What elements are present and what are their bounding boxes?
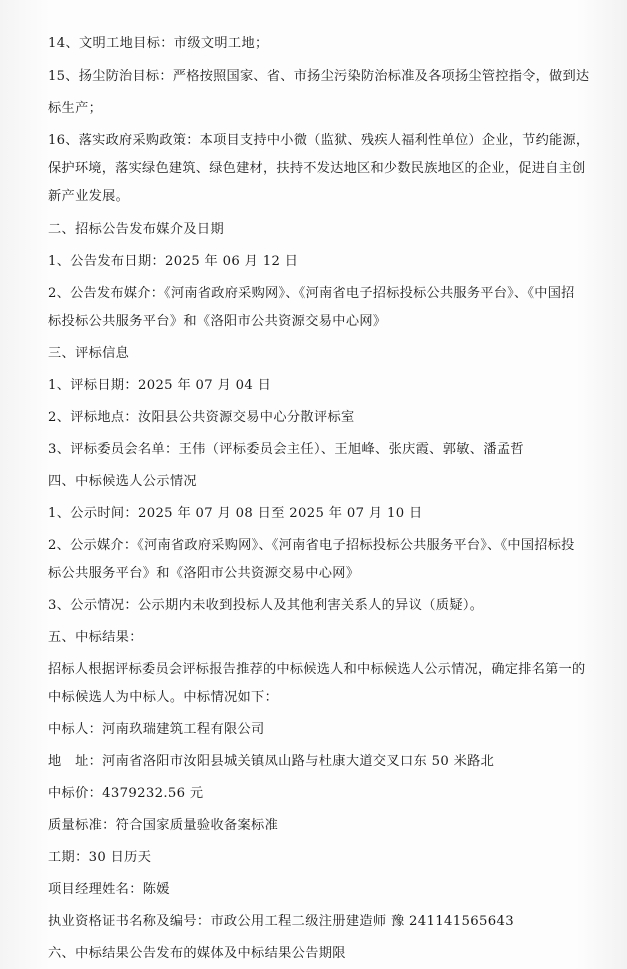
item-16-procurement-policy: 16、落实政府采购政策：本项目支持中小微（监狱、残疾人福利性单位）企业，节约能源， <box>48 133 590 148</box>
item-15-dust-control-cont: 标生产； <box>48 101 103 116</box>
evaluation-committee: 3、评标委员会名单：王伟（评标委员会主任）、王旭峰、张庆霞、郭敏、潘孟哲 <box>48 442 524 457</box>
section-2-heading: 二、招标公告发布媒介及日期 <box>48 222 224 237</box>
publicity-media: 2、公示媒介：《河南省政府采购网》、《河南省电子招标投标公共服务平台》、《中国招标投 <box>48 538 575 553</box>
evaluation-date: 1、评标日期：2025 年 07 月 04 日 <box>48 378 272 393</box>
quality-standard: 质量标准：符合国家质量验收备案标准 <box>48 818 279 833</box>
publicity-status: 3、公示情况：公示期内未收到投标人及其他利害关系人的异议（质疑）。 <box>48 598 484 613</box>
result-intro-cont: 中标候选人为中标人。中标情况如下： <box>48 690 279 705</box>
project-manager: 项目经理姓名：陈媛 <box>48 882 170 897</box>
section-4-heading: 四、中标候选人公示情况 <box>48 474 197 489</box>
publicity-period: 1、公示时间：2025 年 07 月 08 日至 2025 年 07 月 10 日 <box>48 506 423 521</box>
section-3-heading: 三、评标信息 <box>48 346 130 361</box>
item-16-procurement-policy-cont: 保护环境，落实绿色建筑、绿色建材，扶持不发达地区和少数民族地区的企业，促进自主创 <box>48 161 586 176</box>
construction-period: 工期：30 日历天 <box>48 850 152 865</box>
publicity-media-cont: 标公共服务平台》和《洛阳市公共资源交易中心网》 <box>48 566 360 581</box>
winning-price: 中标价：4379232.56 元 <box>48 786 204 801</box>
item-15-dust-control: 15、扬尘防治目标：严格按照国家、省、市扬尘污染防治标准及各项扬尘管控指令，做到达 <box>48 69 590 84</box>
section-6-heading: 六、中标结果公告发布的媒体及中标结果公告期限 <box>48 946 346 961</box>
section-5-heading: 五、中标结果： <box>48 630 143 645</box>
result-intro: 招标人根据评标委员会评标报告推荐的中标候选人和中标候选人公示情况，确定排名第一的 <box>48 662 586 677</box>
announce-media-cont: 标投标公共服务平台》和《洛阳市公共资源交易中心网》 <box>48 314 387 329</box>
announce-media: 2、公告发布媒介：《河南省政府采购网》、《河南省电子招标投标公共服务平台》、《中国招 <box>48 286 575 301</box>
qualification-certificate: 执业资格证书名称及编号：市政公用工程二级注册建造师 豫 241141565643 <box>48 914 514 929</box>
announce-date: 1、公告发布日期：2025 年 06 月 12 日 <box>48 254 299 269</box>
winning-bidder: 中标人：河南玖瑞建筑工程有限公司 <box>48 722 265 737</box>
evaluation-location: 2、评标地点：汝阳县公共资源交易中心分散评标室 <box>48 410 355 425</box>
winning-bidder-address: 地 址：河南省洛阳市汝阳县城关镇凤山路与杜康大道交叉口东 50 米路北 <box>48 754 495 769</box>
item-14-civilized-site: 14、文明工地目标：市级文明工地； <box>48 36 269 51</box>
item-16-procurement-policy-end: 新产业发展。 <box>48 189 130 204</box>
